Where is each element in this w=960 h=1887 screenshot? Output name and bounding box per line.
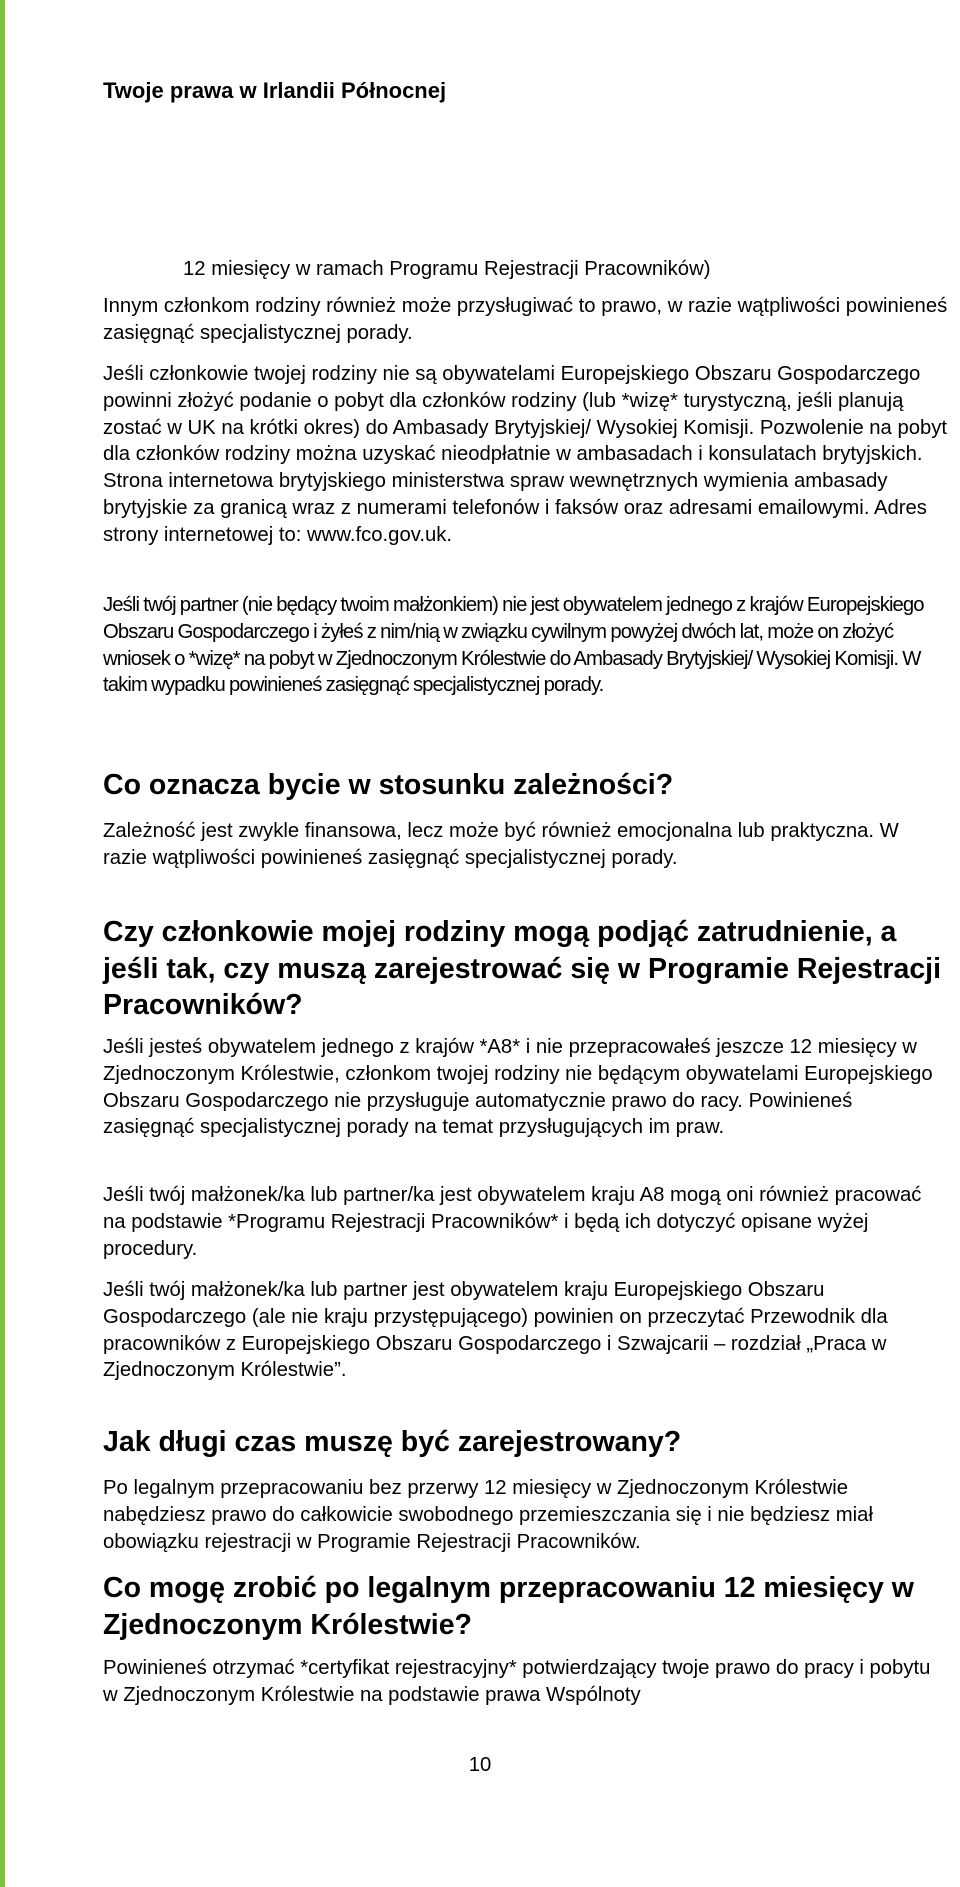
paragraph: Jeśli jesteś obywatelem jednego z krajów *A8* i nie przepracowałeś jeszcze 12 miesięcy w Zjednoczonym Królestwie, członkom twojej rodziny nie będącym obywatelami Europejskiego Obszaru Gospodarczego nie przysługuje automatycznie prawo do racy. Powinieneś zasięgnąć specjalistycznej porady na temat przysługujących im praw. [103,1036,933,1139]
paragraph: Zależność jest zwykle finansowa, lecz może być również emocjonalna lub praktyczna. W razie wątpliwości powinieneś zasięgnąć specjalistycznej porady. [103,820,899,869]
paragraph: Jeśli członkowie twojej rodziny nie są obywatelami Europejskiego Obszaru Gospodarczego powinni złożyć podanie o pobyt dla członków rodziny (lub *wizę* turystyczną, jeśli planują zostać w UK na krótki okres) do Ambasady Brytyjskiej/ Wysokiej Komisji. Pozwolenie na pobyt dla członków rodziny można uzyskać nieodpłatnie w ambasadach i konsulatach brytyjskich. Strona internetowa brytyjskiego ministerstwa spraw wewnętrznych wymienia ambasady brytyjskie za granicą wraz z numerami telefonów i faksów oraz adresami emailowymi. Adres strony internetowej to: www.fco.gov.uk. [103,363,948,546]
page-header: Twoje prawa w Irlandii Północnej [103,78,447,103]
paragraph: Po legalnym przepracowaniu bez przerwy 12 miesięcy w Zjednoczonym Królestwie nabędziesz prawo do całkowicie swobodnego przemieszczania się i nie będziesz miał obowiązku rejestracji w Programie Rejestracji Pracowników. [103,1477,873,1553]
paragraph: Innym członkom rodziny również może przysługiwać to prawo, w razie wątpliwości powinieneś zasięgnąć specjalistycznej porady. [103,295,948,344]
paragraph: Jeśli twój partner (nie będący twoim małżonkiem) nie jest obywatelem jednego z krajów Europejskiego Obszaru Gospodarczego i żyłeś z nim/nią w związku cywilnym powyżej dwóch lat, może on złożyć wniosek o *wizę* na pobyt w Zjednoczonym Królestwie do Ambasady Brytyjskiej/ Wysokiej Komisji. W takim wypadku powinieneś zasięgnąć specjalistycznej porady. [103,594,924,697]
paragraph: Jeśli twój małżonek/ka lub partner/ka jest obywatelem kraju A8 mogą oni również pracować na podstawie *Programu Rejestracji Pracowników* i będą ich dotyczyć opisane wyżej procedury. [103,1184,922,1260]
section-heading: Jak długi czas muszę być zarejestrowany? [103,1426,682,1458]
section-heading: Co oznacza bycie w stosunku zależności? [103,769,674,801]
paragraph: Powinieneś otrzymać *certyfikat rejestracyjny* potwierdzający twoje prawo do pracy i pobytu w Zjednoczonym Królestwie na podstawie prawa Wspólnoty [103,1657,931,1706]
page-number: 10 [468,1754,492,1776]
section-heading: Czy członkowie mojej rodziny mogą podjąć zatrudnienie, a jeśli tak, czy muszą zarejestrować się w Programie Rejestracji Pracowników? [103,916,942,1021]
section-heading: Co mogę zrobić po legalnym przepracowaniu 12 miesięcy w Zjednoczonym Królestwie? [103,1572,914,1641]
paragraph: Jeśli twój małżonek/ka lub partner jest obywatelem kraju Europejskiego Obszaru Gospodarczego (ale nie kraju przystępującego) powinien on przeczytać Przewodnik dla pracowników z Europejskiego Obszaru Gospodarczego i Szwajcarii – rozdział „Praca w Zjednoczonym Królestwie”. [103,1279,888,1382]
continued-list-item: 12 miesięcy w ramach Programu Rejestracji Pracowników) [183,258,711,280]
left-margin-rule [0,0,5,1887]
